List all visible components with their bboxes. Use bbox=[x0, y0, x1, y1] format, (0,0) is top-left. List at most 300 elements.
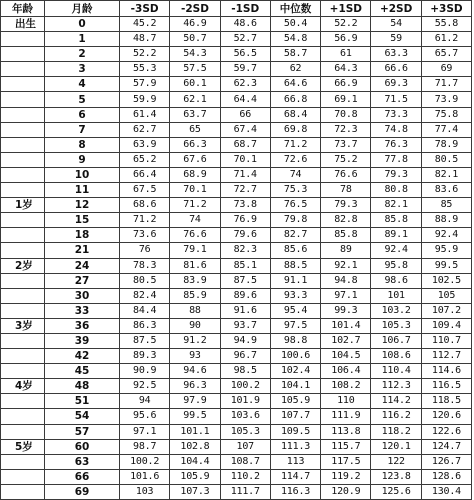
value-cell-plus3sd: 110.7 bbox=[421, 333, 471, 348]
header-minus2sd: -2SD bbox=[170, 1, 220, 17]
value-cell-median: 68.4 bbox=[270, 107, 320, 122]
value-cell-plus2sd: 118.2 bbox=[371, 424, 421, 439]
header-age: 年龄 bbox=[1, 1, 45, 17]
value-cell-plus1sd: 113.8 bbox=[321, 424, 371, 439]
value-cell-minus1sd: 85.1 bbox=[220, 258, 270, 273]
value-cell-minus3sd: 89.3 bbox=[120, 349, 170, 364]
value-cell-minus3sd: 63.9 bbox=[120, 137, 170, 152]
value-cell-minus3sd: 78.3 bbox=[120, 258, 170, 273]
table-row bbox=[1, 243, 472, 258]
value-cell-median: 102.4 bbox=[270, 364, 320, 379]
value-cell-minus2sd: 76.6 bbox=[170, 228, 220, 243]
value-cell-minus1sd: 82.3 bbox=[220, 243, 270, 258]
value-cell-median: 62 bbox=[270, 62, 320, 77]
value-cell-minus1sd: 107 bbox=[220, 439, 270, 454]
value-cell-minus2sd: 60.1 bbox=[170, 77, 220, 92]
age-cell bbox=[1, 409, 45, 424]
value-cell-median: 95.4 bbox=[270, 303, 320, 318]
value-cell-minus2sd: 96.3 bbox=[170, 379, 220, 394]
age-cell: 2岁 bbox=[1, 258, 45, 273]
value-cell-plus3sd: 99.5 bbox=[421, 258, 471, 273]
header-plus1sd: +1SD bbox=[321, 1, 371, 17]
value-cell-minus1sd: 64.4 bbox=[220, 92, 270, 107]
value-cell-plus1sd: 73.7 bbox=[321, 137, 371, 152]
value-cell-minus2sd: 54.3 bbox=[170, 47, 220, 62]
table-row bbox=[1, 409, 472, 424]
value-cell-plus2sd: 80.8 bbox=[371, 183, 421, 198]
value-cell-plus3sd: 126.7 bbox=[421, 454, 471, 469]
table-row bbox=[1, 273, 472, 288]
value-cell-plus3sd: 80.5 bbox=[421, 152, 471, 167]
value-cell-plus3sd: 85 bbox=[421, 198, 471, 213]
age-cell bbox=[1, 32, 45, 47]
value-cell-plus1sd: 78 bbox=[321, 183, 371, 198]
value-cell-plus3sd: 83.6 bbox=[421, 183, 471, 198]
age-cell bbox=[1, 47, 45, 62]
month-cell: 9 bbox=[45, 152, 120, 167]
value-cell-minus2sd: 46.9 bbox=[170, 17, 220, 32]
value-cell-minus3sd: 65.2 bbox=[120, 152, 170, 167]
age-cell bbox=[1, 469, 45, 484]
value-cell-minus2sd: 57.5 bbox=[170, 62, 220, 77]
value-cell-plus1sd: 120.9 bbox=[321, 484, 371, 499]
value-cell-plus3sd: 124.7 bbox=[421, 439, 471, 454]
value-cell-minus2sd: 79.1 bbox=[170, 243, 220, 258]
value-cell-plus1sd: 89 bbox=[321, 243, 371, 258]
month-cell: 6 bbox=[45, 107, 120, 122]
value-cell-plus2sd: 106.7 bbox=[371, 333, 421, 348]
value-cell-plus1sd: 56.9 bbox=[321, 32, 371, 47]
age-cell bbox=[1, 92, 45, 107]
table-row bbox=[1, 47, 472, 62]
value-cell-minus3sd: 100.2 bbox=[120, 454, 170, 469]
month-cell: 11 bbox=[45, 183, 120, 198]
table-row bbox=[1, 469, 472, 484]
value-cell-plus3sd: 95.9 bbox=[421, 243, 471, 258]
value-cell-minus1sd: 103.6 bbox=[220, 409, 270, 424]
table-row bbox=[1, 167, 472, 182]
value-cell-plus3sd: 71.7 bbox=[421, 77, 471, 92]
value-cell-minus1sd: 59.7 bbox=[220, 62, 270, 77]
value-cell-plus1sd: 111.9 bbox=[321, 409, 371, 424]
value-cell-minus3sd: 48.7 bbox=[120, 32, 170, 47]
value-cell-plus2sd: 98.6 bbox=[371, 273, 421, 288]
value-cell-minus3sd: 76 bbox=[120, 243, 170, 258]
value-cell-plus2sd: 66.6 bbox=[371, 62, 421, 77]
age-cell bbox=[1, 228, 45, 243]
value-cell-minus3sd: 73.6 bbox=[120, 228, 170, 243]
value-cell-plus3sd: 114.6 bbox=[421, 364, 471, 379]
value-cell-minus3sd: 101.6 bbox=[120, 469, 170, 484]
value-cell-minus1sd: 111.7 bbox=[220, 484, 270, 499]
value-cell-plus2sd: 116.2 bbox=[371, 409, 421, 424]
value-cell-minus1sd: 76.9 bbox=[220, 213, 270, 228]
table-row bbox=[1, 107, 472, 122]
age-cell bbox=[1, 122, 45, 137]
value-cell-minus1sd: 62.3 bbox=[220, 77, 270, 92]
value-cell-plus2sd: 76.3 bbox=[371, 137, 421, 152]
table-row bbox=[1, 394, 472, 409]
header-minus1sd: -1SD bbox=[220, 1, 270, 17]
month-cell: 12 bbox=[45, 198, 120, 213]
value-cell-median: 97.5 bbox=[270, 318, 320, 333]
header-minus3sd: -3SD bbox=[120, 1, 170, 17]
month-cell: 4 bbox=[45, 77, 120, 92]
age-cell bbox=[1, 137, 45, 152]
age-cell bbox=[1, 107, 45, 122]
value-cell-minus3sd: 84.4 bbox=[120, 303, 170, 318]
table-row bbox=[1, 17, 472, 32]
value-cell-minus1sd: 108.7 bbox=[220, 454, 270, 469]
value-cell-plus3sd: 75.8 bbox=[421, 107, 471, 122]
value-cell-plus3sd: 118.5 bbox=[421, 394, 471, 409]
table-row bbox=[1, 152, 472, 167]
value-cell-minus1sd: 101.9 bbox=[220, 394, 270, 409]
value-cell-minus1sd: 87.5 bbox=[220, 273, 270, 288]
value-cell-minus2sd: 68.9 bbox=[170, 167, 220, 182]
age-cell bbox=[1, 303, 45, 318]
age-cell bbox=[1, 484, 45, 499]
value-cell-plus2sd: 74.8 bbox=[371, 122, 421, 137]
month-cell: 60 bbox=[45, 439, 120, 454]
value-cell-minus1sd: 94.9 bbox=[220, 333, 270, 348]
value-cell-minus2sd: 65 bbox=[170, 122, 220, 137]
value-cell-median: 116.3 bbox=[270, 484, 320, 499]
month-cell: 30 bbox=[45, 288, 120, 303]
value-cell-median: 100.6 bbox=[270, 349, 320, 364]
value-cell-minus2sd: 71.2 bbox=[170, 198, 220, 213]
value-cell-plus3sd: 55.8 bbox=[421, 17, 471, 32]
header-plus2sd: +2SD bbox=[371, 1, 421, 17]
table-row bbox=[1, 92, 472, 107]
value-cell-minus3sd: 92.5 bbox=[120, 379, 170, 394]
value-cell-plus1sd: 70.8 bbox=[321, 107, 371, 122]
value-cell-median: 75.3 bbox=[270, 183, 320, 198]
value-cell-minus2sd: 93 bbox=[170, 349, 220, 364]
value-cell-minus2sd: 97.9 bbox=[170, 394, 220, 409]
month-cell: 33 bbox=[45, 303, 120, 318]
value-cell-median: 114.7 bbox=[270, 469, 320, 484]
value-cell-minus2sd: 67.6 bbox=[170, 152, 220, 167]
value-cell-minus3sd: 90.9 bbox=[120, 364, 170, 379]
value-cell-plus2sd: 59 bbox=[371, 32, 421, 47]
value-cell-plus2sd: 120.1 bbox=[371, 439, 421, 454]
value-cell-plus1sd: 108.2 bbox=[321, 379, 371, 394]
table-row bbox=[1, 228, 472, 243]
value-cell-median: 66.8 bbox=[270, 92, 320, 107]
value-cell-plus2sd: 95.8 bbox=[371, 258, 421, 273]
table-row bbox=[1, 333, 472, 348]
value-cell-plus1sd: 92.1 bbox=[321, 258, 371, 273]
value-cell-plus3sd: 105 bbox=[421, 288, 471, 303]
value-cell-minus1sd: 91.6 bbox=[220, 303, 270, 318]
value-cell-minus1sd: 105.3 bbox=[220, 424, 270, 439]
value-cell-median: 74 bbox=[270, 167, 320, 182]
value-cell-minus1sd: 98.5 bbox=[220, 364, 270, 379]
value-cell-median: 79.8 bbox=[270, 213, 320, 228]
age-cell bbox=[1, 77, 45, 92]
value-cell-minus1sd: 73.8 bbox=[220, 198, 270, 213]
month-cell: 54 bbox=[45, 409, 120, 424]
month-cell: 21 bbox=[45, 243, 120, 258]
age-cell bbox=[1, 152, 45, 167]
value-cell-minus3sd: 52.2 bbox=[120, 47, 170, 62]
value-cell-median: 113 bbox=[270, 454, 320, 469]
value-cell-median: 50.4 bbox=[270, 17, 320, 32]
month-cell: 10 bbox=[45, 167, 120, 182]
value-cell-plus3sd: 78.9 bbox=[421, 137, 471, 152]
month-cell: 15 bbox=[45, 213, 120, 228]
value-cell-minus2sd: 74 bbox=[170, 213, 220, 228]
value-cell-plus3sd: 130.4 bbox=[421, 484, 471, 499]
value-cell-minus1sd: 100.2 bbox=[220, 379, 270, 394]
value-cell-minus3sd: 59.9 bbox=[120, 92, 170, 107]
value-cell-plus2sd: 63.3 bbox=[371, 47, 421, 62]
value-cell-median: 54.8 bbox=[270, 32, 320, 47]
age-cell bbox=[1, 213, 45, 228]
value-cell-minus3sd: 45.2 bbox=[120, 17, 170, 32]
value-cell-median: 91.1 bbox=[270, 273, 320, 288]
value-cell-minus3sd: 103 bbox=[120, 484, 170, 499]
value-cell-plus2sd: 79.3 bbox=[371, 167, 421, 182]
table-row bbox=[1, 77, 472, 92]
value-cell-median: 111.3 bbox=[270, 439, 320, 454]
table-body bbox=[1, 17, 472, 500]
value-cell-plus1sd: 79.3 bbox=[321, 198, 371, 213]
value-cell-plus3sd: 65.7 bbox=[421, 47, 471, 62]
value-cell-plus3sd: 116.5 bbox=[421, 379, 471, 394]
value-cell-plus3sd: 128.6 bbox=[421, 469, 471, 484]
value-cell-plus1sd: 76.6 bbox=[321, 167, 371, 182]
value-cell-minus1sd: 48.6 bbox=[220, 17, 270, 32]
month-cell: 2 bbox=[45, 47, 120, 62]
month-cell: 69 bbox=[45, 484, 120, 499]
value-cell-plus3sd: 73.9 bbox=[421, 92, 471, 107]
value-cell-plus2sd: 92.4 bbox=[371, 243, 421, 258]
value-cell-minus1sd: 68.7 bbox=[220, 137, 270, 152]
table-row bbox=[1, 122, 472, 137]
value-cell-plus2sd: 125.6 bbox=[371, 484, 421, 499]
age-cell: 4岁 bbox=[1, 379, 45, 394]
value-cell-plus1sd: 110 bbox=[321, 394, 371, 409]
value-cell-minus1sd: 52.7 bbox=[220, 32, 270, 47]
value-cell-minus2sd: 99.5 bbox=[170, 409, 220, 424]
month-cell: 39 bbox=[45, 333, 120, 348]
value-cell-minus3sd: 67.5 bbox=[120, 183, 170, 198]
value-cell-minus2sd: 83.9 bbox=[170, 273, 220, 288]
value-cell-minus2sd: 63.7 bbox=[170, 107, 220, 122]
value-cell-plus1sd: 85.8 bbox=[321, 228, 371, 243]
month-cell: 66 bbox=[45, 469, 120, 484]
table-row bbox=[1, 379, 472, 394]
value-cell-minus3sd: 71.2 bbox=[120, 213, 170, 228]
age-cell: 5岁 bbox=[1, 439, 45, 454]
month-cell: 57 bbox=[45, 424, 120, 439]
value-cell-plus2sd: 114.2 bbox=[371, 394, 421, 409]
value-cell-plus2sd: 54 bbox=[371, 17, 421, 32]
value-cell-plus3sd: 69 bbox=[421, 62, 471, 77]
value-cell-plus2sd: 77.8 bbox=[371, 152, 421, 167]
value-cell-minus3sd: 87.5 bbox=[120, 333, 170, 348]
value-cell-median: 88.5 bbox=[270, 258, 320, 273]
value-cell-minus2sd: 50.7 bbox=[170, 32, 220, 47]
age-cell: 出生 bbox=[1, 17, 45, 32]
month-cell: 45 bbox=[45, 364, 120, 379]
age-cell bbox=[1, 333, 45, 348]
value-cell-minus3sd: 94 bbox=[120, 394, 170, 409]
value-cell-minus1sd: 96.7 bbox=[220, 349, 270, 364]
value-cell-plus3sd: 102.5 bbox=[421, 273, 471, 288]
value-cell-median: 85.6 bbox=[270, 243, 320, 258]
value-cell-plus2sd: 112.3 bbox=[371, 379, 421, 394]
age-cell bbox=[1, 288, 45, 303]
age-cell bbox=[1, 183, 45, 198]
value-cell-median: 105.9 bbox=[270, 394, 320, 409]
table-row bbox=[1, 32, 472, 47]
table-row bbox=[1, 137, 472, 152]
month-cell: 18 bbox=[45, 228, 120, 243]
value-cell-minus3sd: 66.4 bbox=[120, 167, 170, 182]
table-row bbox=[1, 258, 472, 273]
value-cell-plus3sd: 120.6 bbox=[421, 409, 471, 424]
value-cell-minus1sd: 110.2 bbox=[220, 469, 270, 484]
age-cell bbox=[1, 394, 45, 409]
value-cell-plus1sd: 66.9 bbox=[321, 77, 371, 92]
age-cell bbox=[1, 454, 45, 469]
value-cell-plus2sd: 108.6 bbox=[371, 349, 421, 364]
age-cell bbox=[1, 273, 45, 288]
table-row bbox=[1, 303, 472, 318]
table-row bbox=[1, 349, 472, 364]
value-cell-minus3sd: 80.5 bbox=[120, 273, 170, 288]
table-row bbox=[1, 439, 472, 454]
value-cell-median: 69.8 bbox=[270, 122, 320, 137]
age-cell bbox=[1, 364, 45, 379]
month-cell: 1 bbox=[45, 32, 120, 47]
header-plus3sd: +3SD bbox=[421, 1, 471, 17]
value-cell-minus2sd: 107.3 bbox=[170, 484, 220, 499]
value-cell-plus2sd: 105.3 bbox=[371, 318, 421, 333]
value-cell-plus3sd: 122.6 bbox=[421, 424, 471, 439]
value-cell-minus2sd: 104.4 bbox=[170, 454, 220, 469]
value-cell-plus2sd: 71.5 bbox=[371, 92, 421, 107]
value-cell-minus2sd: 66.3 bbox=[170, 137, 220, 152]
table-row bbox=[1, 198, 472, 213]
value-cell-minus2sd: 94.6 bbox=[170, 364, 220, 379]
value-cell-median: 58.7 bbox=[270, 47, 320, 62]
value-cell-plus2sd: 101 bbox=[371, 288, 421, 303]
table-row bbox=[1, 424, 472, 439]
value-cell-minus3sd: 97.1 bbox=[120, 424, 170, 439]
value-cell-plus1sd: 82.8 bbox=[321, 213, 371, 228]
age-cell bbox=[1, 62, 45, 77]
value-cell-median: 76.5 bbox=[270, 198, 320, 213]
value-cell-plus1sd: 101.4 bbox=[321, 318, 371, 333]
value-cell-minus1sd: 79.6 bbox=[220, 228, 270, 243]
value-cell-plus1sd: 115.7 bbox=[321, 439, 371, 454]
value-cell-plus3sd: 77.4 bbox=[421, 122, 471, 137]
value-cell-minus3sd: 98.7 bbox=[120, 439, 170, 454]
value-cell-plus1sd: 97.1 bbox=[321, 288, 371, 303]
value-cell-plus3sd: 88.9 bbox=[421, 213, 471, 228]
value-cell-minus2sd: 70.1 bbox=[170, 183, 220, 198]
month-cell: 24 bbox=[45, 258, 120, 273]
table-row bbox=[1, 62, 472, 77]
value-cell-plus1sd: 64.3 bbox=[321, 62, 371, 77]
value-cell-minus3sd: 68.6 bbox=[120, 198, 170, 213]
table-row bbox=[1, 364, 472, 379]
value-cell-plus3sd: 107.2 bbox=[421, 303, 471, 318]
value-cell-minus1sd: 56.5 bbox=[220, 47, 270, 62]
value-cell-minus3sd: 62.7 bbox=[120, 122, 170, 137]
month-cell: 48 bbox=[45, 379, 120, 394]
month-cell: 27 bbox=[45, 273, 120, 288]
value-cell-plus1sd: 106.4 bbox=[321, 364, 371, 379]
value-cell-median: 72.6 bbox=[270, 152, 320, 167]
value-cell-plus3sd: 109.4 bbox=[421, 318, 471, 333]
value-cell-minus2sd: 62.1 bbox=[170, 92, 220, 107]
value-cell-plus1sd: 61 bbox=[321, 47, 371, 62]
value-cell-plus2sd: 73.3 bbox=[371, 107, 421, 122]
value-cell-plus2sd: 69.3 bbox=[371, 77, 421, 92]
table-row bbox=[1, 183, 472, 198]
value-cell-median: 82.7 bbox=[270, 228, 320, 243]
value-cell-plus2sd: 122 bbox=[371, 454, 421, 469]
month-cell: 36 bbox=[45, 318, 120, 333]
month-cell: 51 bbox=[45, 394, 120, 409]
table-row bbox=[1, 213, 472, 228]
value-cell-plus2sd: 103.2 bbox=[371, 303, 421, 318]
header-row bbox=[1, 1, 472, 17]
age-cell: 1岁 bbox=[1, 198, 45, 213]
table-row bbox=[1, 454, 472, 469]
value-cell-minus2sd: 85.9 bbox=[170, 288, 220, 303]
table-row bbox=[1, 288, 472, 303]
value-cell-plus2sd: 123.8 bbox=[371, 469, 421, 484]
value-cell-minus1sd: 66 bbox=[220, 107, 270, 122]
value-cell-minus3sd: 82.4 bbox=[120, 288, 170, 303]
value-cell-median: 93.3 bbox=[270, 288, 320, 303]
value-cell-minus3sd: 61.4 bbox=[120, 107, 170, 122]
age-cell bbox=[1, 349, 45, 364]
value-cell-minus2sd: 90 bbox=[170, 318, 220, 333]
month-cell: 8 bbox=[45, 137, 120, 152]
value-cell-plus2sd: 110.4 bbox=[371, 364, 421, 379]
value-cell-minus2sd: 105.9 bbox=[170, 469, 220, 484]
value-cell-minus3sd: 55.3 bbox=[120, 62, 170, 77]
value-cell-plus1sd: 119.2 bbox=[321, 469, 371, 484]
header-month: 月龄 bbox=[45, 1, 120, 17]
value-cell-plus1sd: 104.5 bbox=[321, 349, 371, 364]
value-cell-median: 71.2 bbox=[270, 137, 320, 152]
month-cell: 63 bbox=[45, 454, 120, 469]
month-cell: 7 bbox=[45, 122, 120, 137]
month-cell: 3 bbox=[45, 62, 120, 77]
month-cell: 42 bbox=[45, 349, 120, 364]
age-cell bbox=[1, 167, 45, 182]
value-cell-plus1sd: 117.5 bbox=[321, 454, 371, 469]
value-cell-plus3sd: 82.1 bbox=[421, 167, 471, 182]
value-cell-minus3sd: 57.9 bbox=[120, 77, 170, 92]
value-cell-minus1sd: 71.4 bbox=[220, 167, 270, 182]
value-cell-minus1sd: 89.6 bbox=[220, 288, 270, 303]
value-cell-plus1sd: 99.3 bbox=[321, 303, 371, 318]
table-row bbox=[1, 484, 472, 499]
value-cell-median: 104.1 bbox=[270, 379, 320, 394]
value-cell-plus3sd: 112.7 bbox=[421, 349, 471, 364]
value-cell-minus1sd: 93.7 bbox=[220, 318, 270, 333]
value-cell-plus1sd: 75.2 bbox=[321, 152, 371, 167]
